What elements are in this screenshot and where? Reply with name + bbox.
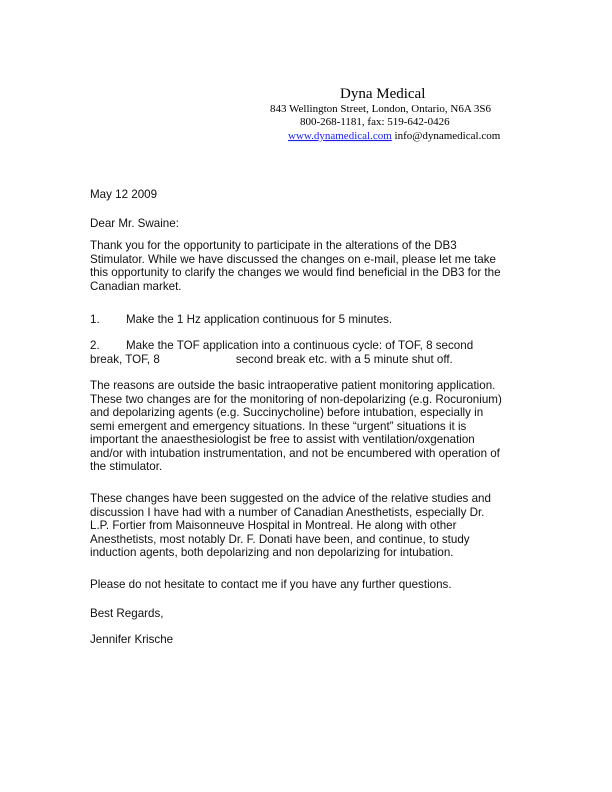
text-line: important the anaesthesiologist be free to assist with ventilation/oxgenation — [90, 433, 475, 446]
text-line: These two changes are for the monitoring of non-depolarizing (e.g. Rocuronium) — [90, 392, 502, 406]
text-line: induction agents, both depolarizing and non depolarizing for intubation. — [90, 546, 454, 559]
text-line: and depolarizing agents (e.g. Succinycholine) before intubation, especially in — [90, 406, 484, 419]
text-line: discussion I have had with a number of Canadian Anesthetists, especially Dr. — [90, 505, 485, 519]
list-item-2 — [90, 339, 473, 366]
list-text-cont: break, TOF, 8 — [90, 352, 160, 366]
company-address: 843 Wellington Street, London, Ontario, N6A 3S6 — [270, 103, 492, 115]
paragraph-intro — [90, 239, 501, 293]
text-line: L.P. Fortier from Maisonneuve Hospital in Montreal. He along with other — [90, 519, 457, 532]
website-link[interactable]: www.dynamedical.com — [288, 130, 392, 142]
list-text-cont: second break etc. with a 5 minute shut off. — [235, 352, 453, 366]
company-phone-fax: 800-268-1181, fax: 519-642-0426 — [300, 116, 450, 128]
list-text: Make the TOF application into a continuous cycle: of TOF, 8 second — [126, 339, 474, 352]
text-line: Anesthetists, most notably Dr. F. Donati have been, and continue, to study — [90, 532, 470, 546]
paragraph-advice — [90, 492, 491, 560]
signoff: Best Regards, — [90, 607, 164, 620]
list-text: Make the 1 Hz application continuous for 5 minutes. — [126, 313, 393, 326]
list-number: 1. — [90, 313, 100, 326]
text-line: this opportunity to clarify the changes we would find beneficial in the DB3 for the — [90, 266, 501, 279]
text-line: These changes have been suggested on the advice of the relative studies and — [90, 492, 491, 505]
text-line: semi emergent and emergency situations. In these “urgent” situations it is — [90, 419, 467, 433]
text-line: The reasons are outside the basic intraoperative patient monitoring application. — [90, 379, 496, 392]
paragraph-reasons — [90, 379, 502, 474]
signature-name: Jennifer Krische — [90, 633, 174, 646]
text-line: the stimulator. — [90, 460, 163, 473]
salutation: Dear Mr. Swaine: — [90, 217, 179, 230]
company-email: info@dynamedical.com — [394, 130, 501, 142]
letter-date: May 12 2009 — [90, 188, 158, 201]
text-line: and/or with intubation instrumentation, and not be encumbered with operation of — [90, 446, 500, 460]
company-name: Dyna Medical — [340, 86, 426, 102]
text-line: Stimulator. While we have discussed the changes on e-mail, please let me take — [90, 252, 496, 266]
list-number: 2. — [90, 339, 100, 352]
closing-line: Please do not hesitate to contact me if you have any further questions. — [90, 578, 452, 591]
company-contact — [288, 130, 500, 142]
list-item-1 — [90, 313, 392, 327]
text-line: Thank you for the opportunity to participate in the alterations of the DB3 — [90, 239, 457, 252]
text-line: Canadian market. — [90, 279, 182, 293]
